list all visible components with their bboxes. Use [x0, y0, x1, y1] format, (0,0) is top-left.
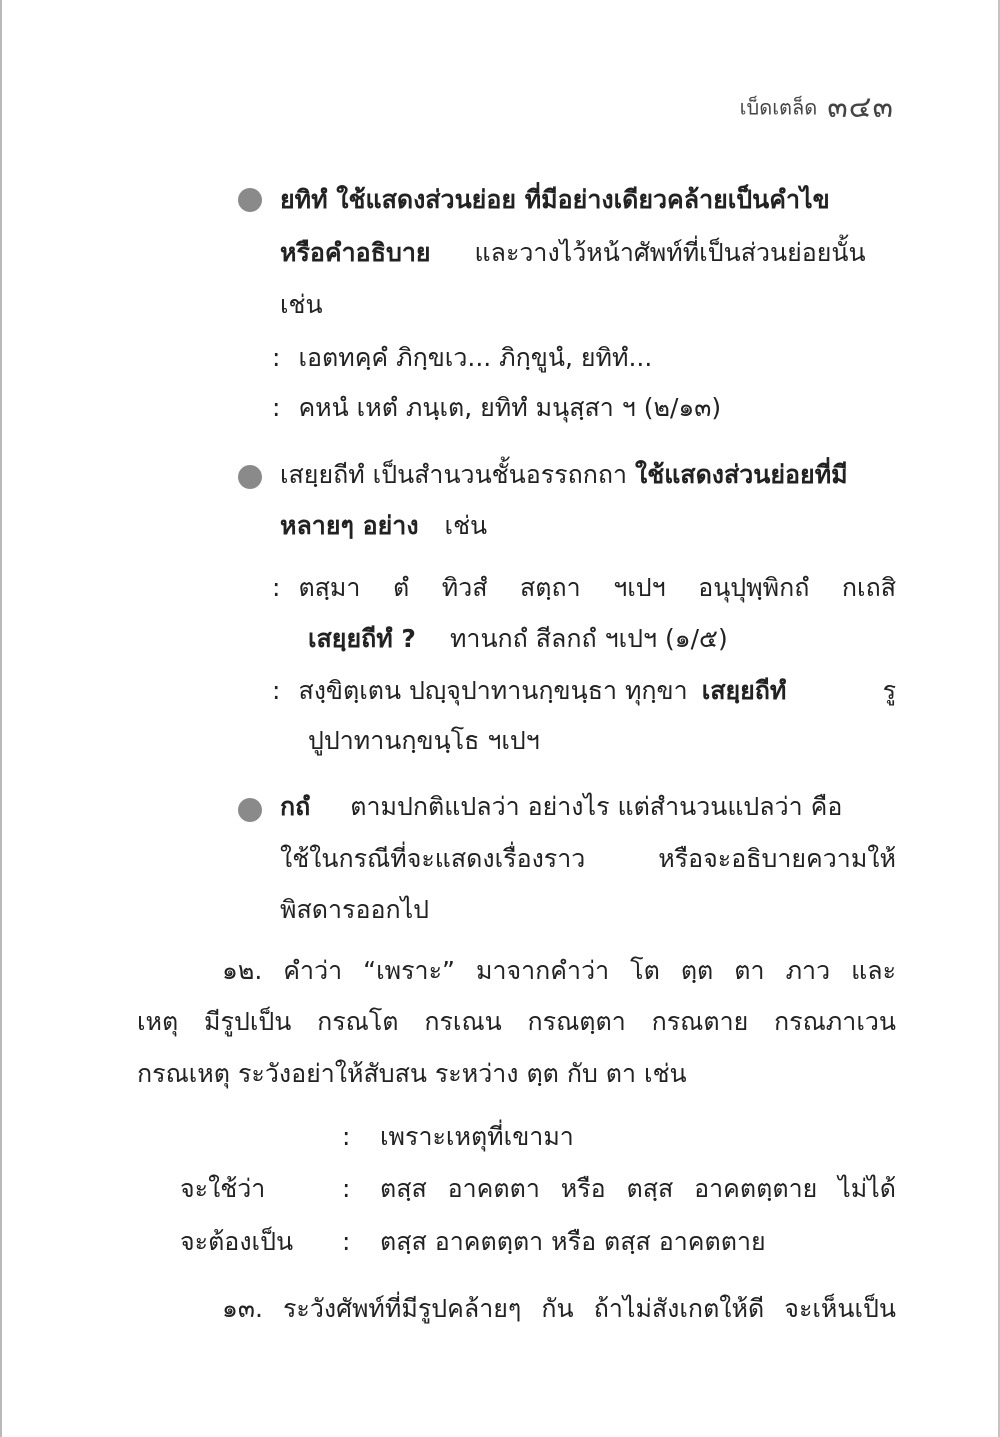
colon: :: [272, 343, 281, 372]
bullet-icon: [238, 188, 262, 212]
item12-wrong-label: จะใช้ว่า: [180, 1174, 266, 1203]
item12-line2: เหตุ มีรูปเป็น กรณโต กรเณน กรณตฺตา กรณตาย กรณภาเวน: [137, 1007, 896, 1036]
bullet3-line2: ใช้ในกรณีที่จะแสดงเรื่องราว หรือจะอธิบายความให้: [280, 844, 896, 873]
colon: :: [272, 676, 281, 705]
colon: :: [272, 393, 281, 422]
running-header: [740, 84, 894, 131]
item12-example-colon: :: [342, 1122, 351, 1151]
bullet1-line2: [280, 236, 866, 270]
item12-line1: ๑๒. คำว่า “เพราะ” มาจากคำว่า โต ตฺต ตา ภาว และ: [222, 956, 896, 985]
bullet1-example-2: : คหนํ เหตํ ภนฺเต, ยทิทํ มนุสฺสา ฯ (๒/๑๓): [272, 393, 722, 422]
colon: :: [272, 573, 281, 602]
bullet2-example-1: : ตสฺมา ตํ ทิวสํ สตฺถา ฯเปฯ อนุปุพฺพิกถํ กเถสิ: [272, 571, 896, 605]
example-keyword: เสยฺยถีทํ: [701, 676, 787, 705]
example-keyword: เสยฺยถีทํ ?: [308, 624, 416, 653]
item12-line3: กรณเหตุ ระวังอย่าให้สับสน ระหว่าง ตฺต กับ ตา เช่น: [137, 1059, 687, 1088]
item12-right-value: ตสฺส อาคตตฺตา หรือ ตสฺส อาคตตาย: [380, 1227, 766, 1256]
bullet1-bold-text: ยทิทํ ใช้แสดงส่วนย่อย ที่มีอย่างเดียวคล้ายเป็นคำไข: [280, 185, 830, 214]
bullet3-line3: พิสดารออกไป: [280, 895, 430, 924]
bullet1-term: หรือคำอธิบาย: [280, 238, 431, 267]
item12-right-colon: :: [342, 1227, 351, 1256]
item12-wrong-value: ตสฺส อาคตตา หรือ ตสฺส อาคตตฺตาย ไม่ได้: [380, 1174, 896, 1203]
item13-line1: ๑๓. ระวังศัพท์ที่มีรูปคล้ายๆ กัน ถ้าไม่สังเกตให้ดี จะเห็นเป็น: [222, 1294, 896, 1323]
bullet2-line2: หลายๆ อย่าง เช่น: [280, 511, 488, 540]
page-left-edge: [0, 0, 2, 1437]
bullet2-bold-text: ใช้แสดงส่วนย่อยที่มี: [635, 460, 848, 489]
bullet2-example-1-cont: เสยฺยถีทํ ? ทานกถํ สีลกถํ ฯเปฯ (๑/๕): [308, 624, 728, 653]
bullet3-line1: กถํ ตามปกติแปลว่า อย่างไร แต่สำนวนแปลว่า คือ: [280, 792, 843, 821]
bullet1-line3: เช่น: [280, 290, 323, 319]
bullet1-example-1: : เอตทคฺคํ ภิกฺขเว... ภิกฺขูนํ, ยทิทํ...: [272, 343, 653, 372]
bullet1-line2-rest: และวางไว้หน้าศัพท์ที่เป็นส่วนย่อยนั้น: [474, 238, 866, 267]
bullet-icon: [238, 798, 262, 822]
item12-example: เพราะเหตุที่เขามา: [380, 1122, 574, 1151]
bullet2-example-2-cont: ปูปาทานกฺขนฺโธ ฯเปฯ: [308, 726, 540, 755]
bullet1-line1: [280, 183, 830, 217]
bullet2-term: หลายๆ อย่าง: [280, 511, 419, 540]
bullet2-line1: เสยฺยถีทํ เป็นสำนวนชั้นอรรถกถา ใช้แสดงส่วนย่อยที่มี: [280, 460, 848, 489]
bullet-icon: [238, 465, 262, 489]
page-number: ๓๔๓: [827, 90, 894, 125]
item12-wrong-colon: :: [342, 1174, 351, 1203]
bullet3-term: กถํ: [280, 792, 311, 821]
item12-right-label: จะต้องเป็น: [180, 1227, 294, 1256]
bullet2-example-2: : สงฺขิตฺเตน ปญฺจุปาทานกฺขนฺธา ทุกฺขา เสยฺยถีทํ รู: [272, 674, 896, 708]
header-title: เบ็ดเตล็ด: [739, 95, 818, 120]
